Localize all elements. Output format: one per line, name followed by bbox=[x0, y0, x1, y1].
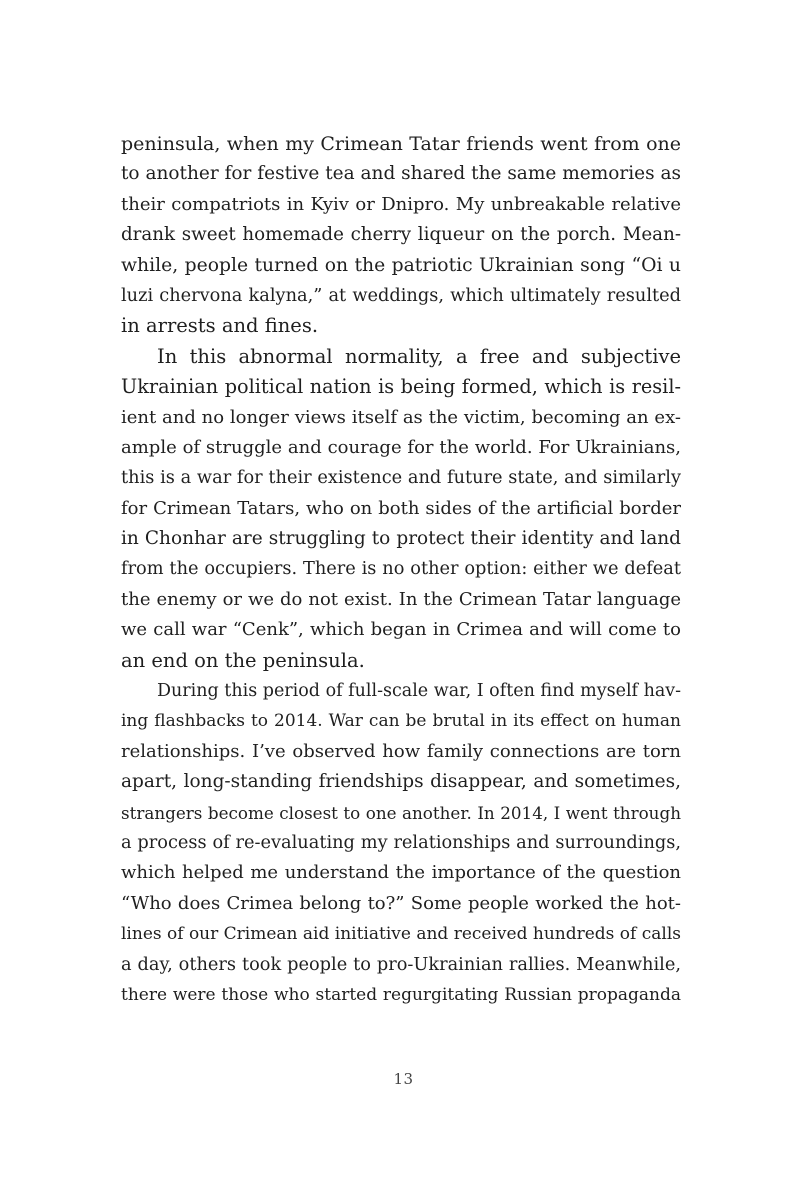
body-text bbox=[121, 129, 681, 1010]
text-line: in Chonhar are struggling to protect their identity and land bbox=[121, 528, 681, 550]
text-line: ample of struggle and courage for the world. For Ukrainians, bbox=[121, 436, 681, 458]
text-line: the enemy or we do not exist. In the Crimean Tatar language bbox=[121, 588, 681, 610]
text-line: During this period of full-scale war, I often find myself hav- bbox=[157, 681, 682, 702]
text-line: ing flashbacks to 2014. War can be brutal in its effect on human bbox=[121, 711, 681, 732]
text-line: their compatriots in Kyiv or Dnipro. My unbreakable relative bbox=[121, 193, 681, 215]
text-line: Ukrainian political nation is being formed, which is resil- bbox=[121, 375, 681, 399]
text-line: which helped me understand the importance of the question bbox=[121, 862, 681, 884]
text-line: ient and no longer views itself as the victim, becoming an ex- bbox=[121, 406, 681, 428]
text-line: In this abnormal normality, a free and subjective bbox=[157, 344, 681, 368]
paragraph-1 bbox=[121, 129, 681, 342]
text-line: relationships. I’ve observed how family connections are torn bbox=[121, 740, 681, 762]
text-line: from the occupiers. There is no other option: either we defeat bbox=[121, 559, 681, 580]
paragraph-2 bbox=[121, 342, 681, 676]
text-line: a day, others took people to pro-Ukrainian rallies. Meanwhile, bbox=[121, 954, 681, 975]
text-line: in arrests and fines. bbox=[121, 314, 319, 338]
text-line: while, people turned on the patriotic Ukrainian song “Oi u bbox=[121, 254, 681, 276]
text-line: to another for festive tea and shared the same memories as bbox=[121, 163, 681, 185]
text-line: “Who does Crimea belong to?” Some people worked the hot- bbox=[121, 892, 681, 914]
page-number: 13 bbox=[393, 1070, 414, 1088]
text-line: luzi chervona kalyna,” at weddings, which ultimately resulted bbox=[121, 285, 681, 306]
text-line: there were those who started regurgitating Russian propaganda bbox=[121, 984, 681, 1005]
text-line: this is a war for their existence and future state, and similarly bbox=[121, 468, 681, 489]
text-line: drank sweet homemade cherry liqueur on the porch. Mean- bbox=[121, 224, 681, 246]
text-line: peninsula, when my Crimean Tatar friends went from one bbox=[121, 133, 681, 155]
text-line: we call war “Cenk”, which began in Crimea and will come to bbox=[121, 619, 681, 641]
text-line: a process of re-evaluating my relationships and surroundings, bbox=[121, 832, 681, 853]
text-line: apart, long-standing friendships disappear, and sometimes, bbox=[121, 771, 681, 793]
text-line: an end on the peninsula. bbox=[121, 648, 365, 672]
text-line: strangers become closest to one another. In 2014, I went through bbox=[121, 802, 681, 823]
text-line: for Crimean Tatars, who on both sides of the artificial border bbox=[121, 497, 681, 519]
text-line: lines of our Crimean aid initiative and received hundreds of calls bbox=[121, 924, 681, 945]
paragraph-3 bbox=[121, 676, 681, 1010]
